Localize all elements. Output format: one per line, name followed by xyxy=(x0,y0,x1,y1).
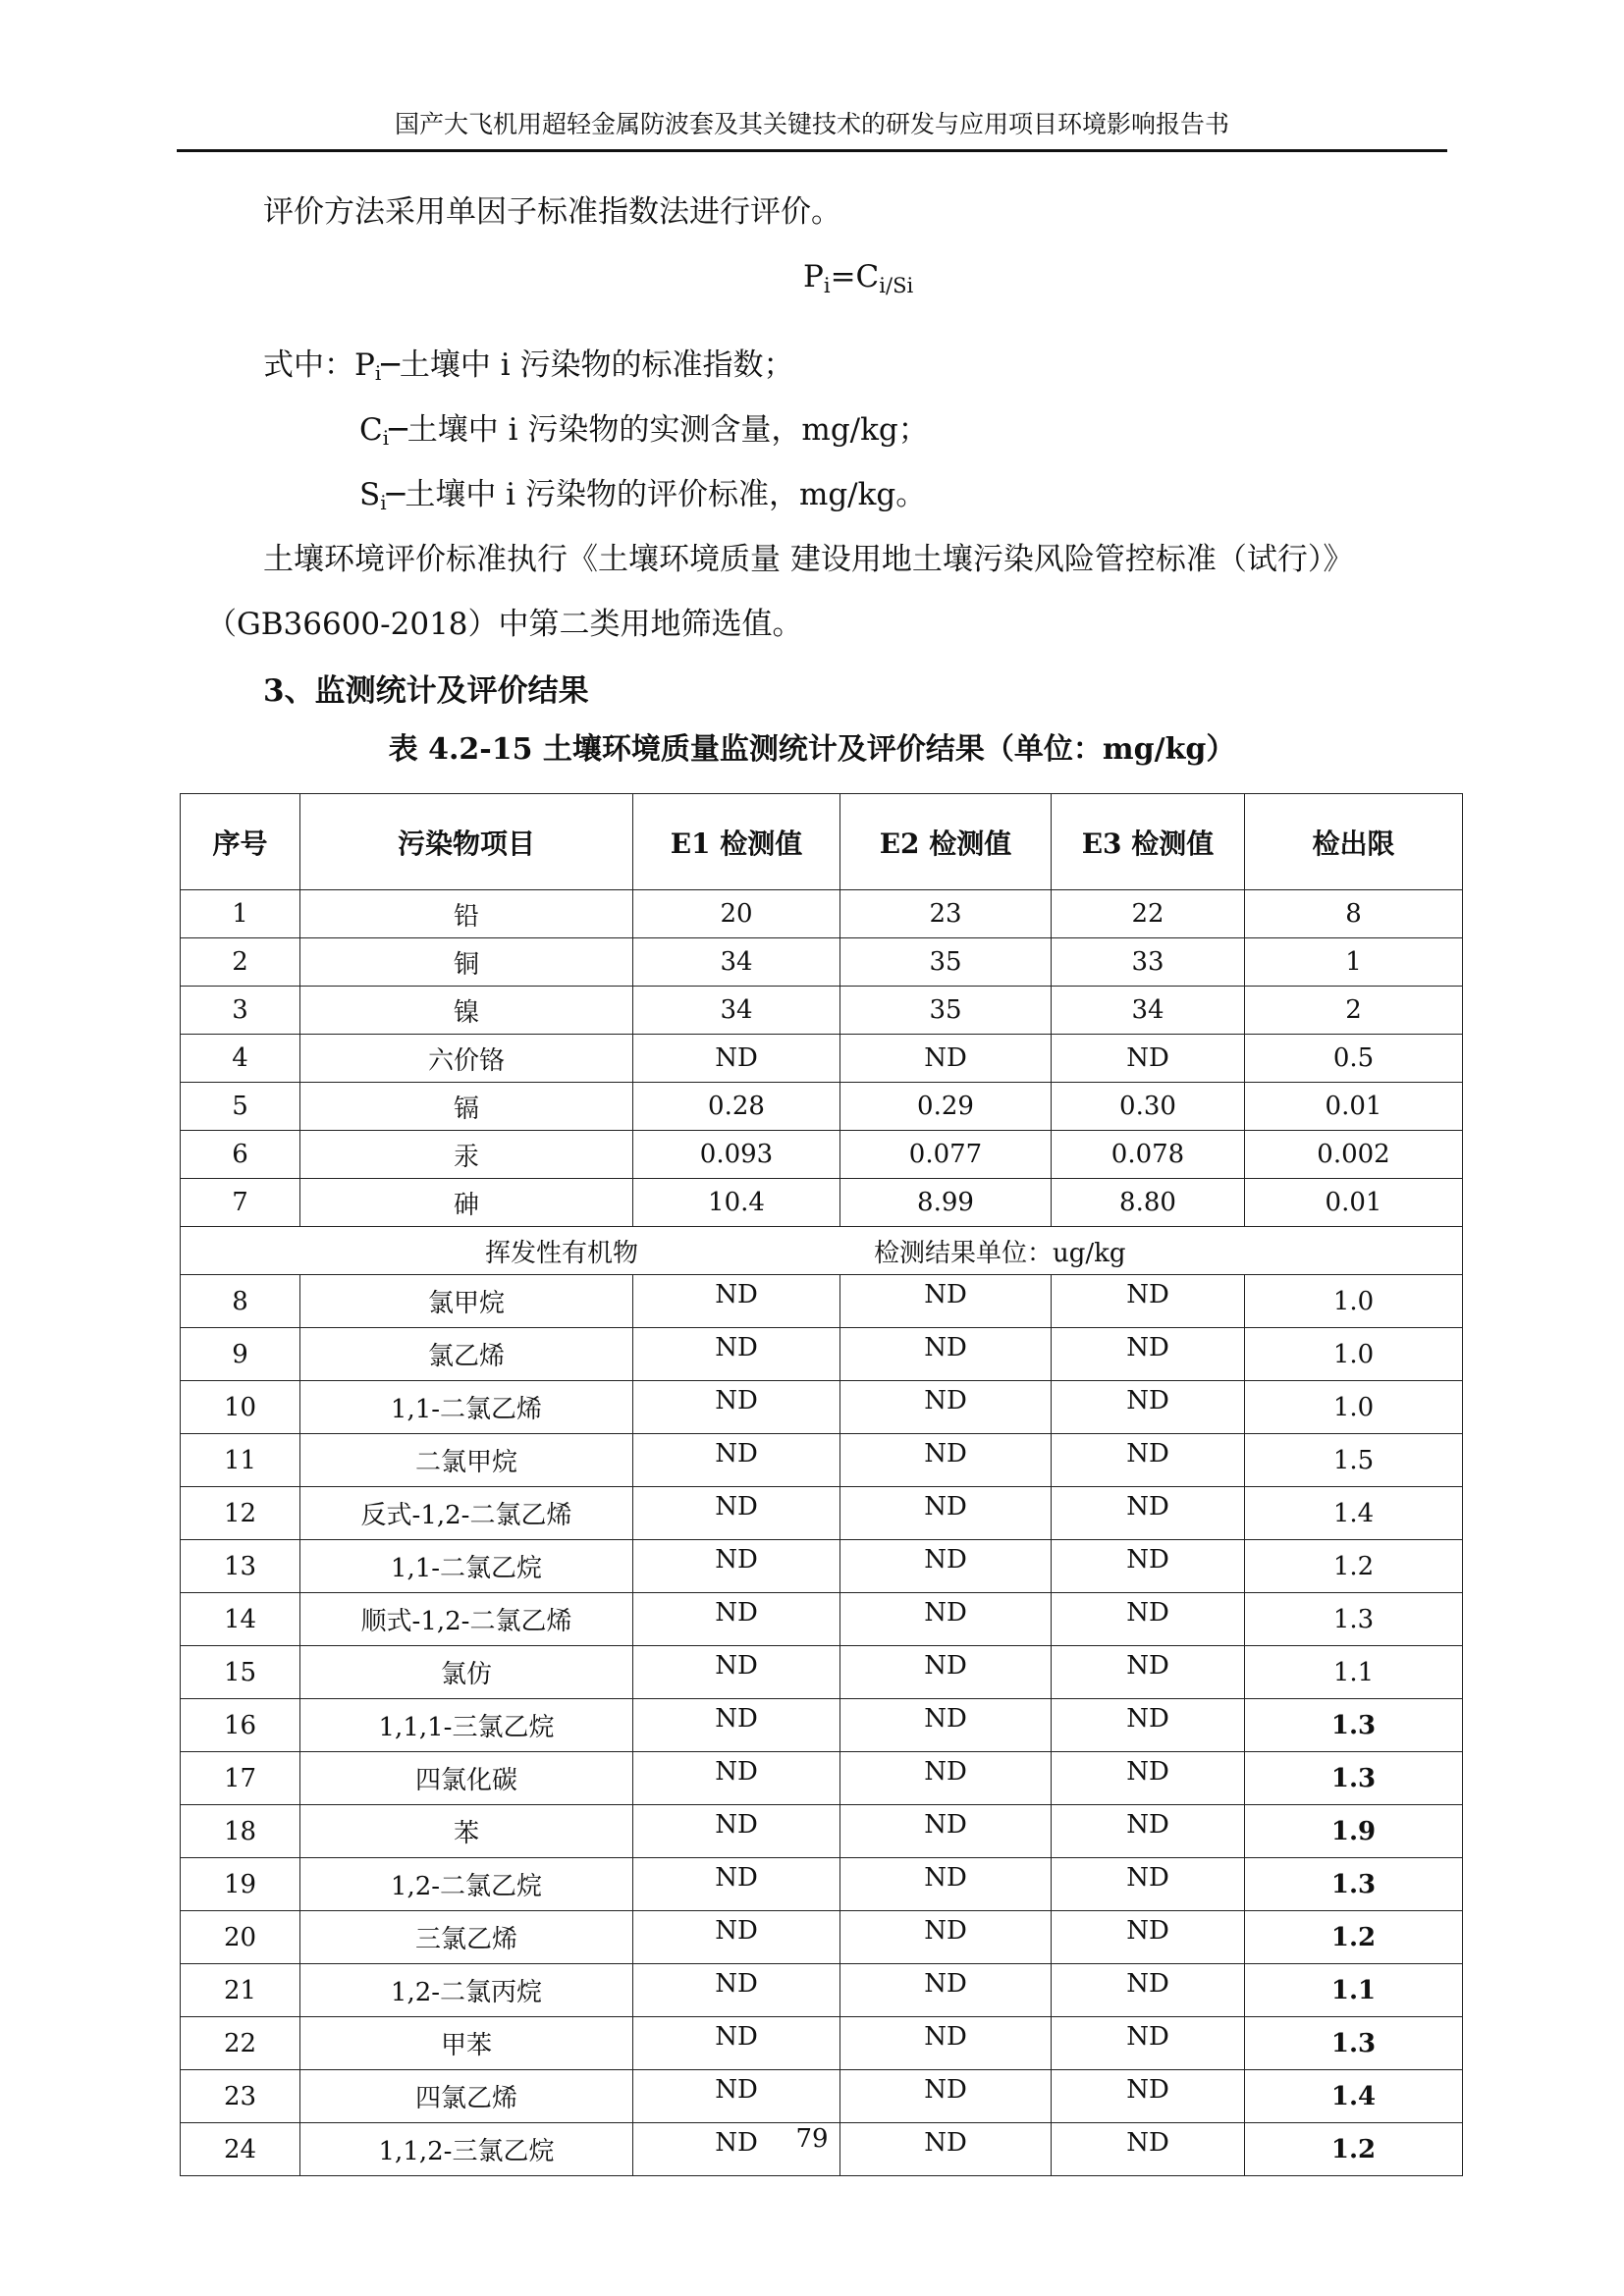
definition-s-var: S xyxy=(359,477,381,512)
table-row xyxy=(181,1131,1463,1179)
cell-e2: ND xyxy=(840,1646,1052,1699)
cell-limit: 1.0 xyxy=(1245,1275,1463,1328)
cell-e1: ND xyxy=(633,1699,840,1752)
cell-e1: ND xyxy=(633,2017,840,2070)
formula-slash: / xyxy=(886,274,893,297)
cell-seq: 18 xyxy=(181,1805,300,1858)
cell-e3: ND xyxy=(1052,1035,1245,1083)
cell-seq: 1 xyxy=(181,890,300,938)
table-row xyxy=(181,1381,1463,1434)
cell-pollutant: 顺式-1,2-二氯乙烯 xyxy=(300,1593,633,1646)
cell-limit: 1.4 xyxy=(1245,2070,1463,2123)
cell-limit: 2 xyxy=(1245,987,1463,1035)
cell-e2: 0.077 xyxy=(840,1131,1052,1179)
cell-e1: 10.4 xyxy=(633,1179,840,1227)
cell-seq: 10 xyxy=(181,1381,300,1434)
cell-pollutant: 1,1,2-三氯乙烷 xyxy=(300,2123,633,2176)
cell-e3: ND xyxy=(1052,1699,1245,1752)
voc-label: 挥发性有机物 xyxy=(485,1238,639,1268)
cell-seq: 3 xyxy=(181,987,300,1035)
table-row xyxy=(181,890,1463,938)
cell-limit: 1.0 xyxy=(1245,1328,1463,1381)
definition-p-sub: i xyxy=(374,361,382,385)
definition-s-text: ─土壤中 i 污染物的评价标准，mg/kg。 xyxy=(386,477,927,512)
cell-e2: ND xyxy=(840,1540,1052,1593)
page-number: 79 xyxy=(795,2124,829,2154)
cell-limit: 1.0 xyxy=(1245,1381,1463,1434)
cell-e3: ND xyxy=(1052,2070,1245,2123)
table-row xyxy=(181,1964,1463,2017)
cell-e2: ND xyxy=(840,1805,1052,1858)
standard-line-2: （GB36600-2018）中第二类用地筛选值。 xyxy=(206,607,803,642)
table-row xyxy=(181,1487,1463,1540)
cell-e2: ND xyxy=(840,1699,1052,1752)
cell-e1: ND xyxy=(633,2070,840,2123)
cell-e2: 35 xyxy=(840,987,1052,1035)
cell-limit: 1.3 xyxy=(1245,1699,1463,1752)
cell-e1: 34 xyxy=(633,938,840,987)
cell-pollutant: 氯乙烯 xyxy=(300,1328,633,1381)
cell-limit: 1.1 xyxy=(1245,1646,1463,1699)
definition-p xyxy=(263,346,794,393)
table-row xyxy=(181,1858,1463,1911)
table-row xyxy=(181,938,1463,987)
cell-e3: ND xyxy=(1052,1964,1245,2017)
cell-e3: 22 xyxy=(1052,890,1245,938)
table-row xyxy=(181,1540,1463,1593)
cell-seq: 24 xyxy=(181,2123,300,2176)
table-header-row xyxy=(181,794,1463,890)
definition-p-var: P xyxy=(354,347,375,383)
cell-e1: ND xyxy=(633,1858,840,1911)
definition-c-text: ─土壤中 i 污染物的实测含量，mg/kg； xyxy=(389,412,929,448)
cell-limit: 1 xyxy=(1245,938,1463,987)
cell-e2: ND xyxy=(840,2070,1052,2123)
definition-s xyxy=(359,475,926,522)
cell-e1: ND xyxy=(633,1593,840,1646)
cell-limit: 0.01 xyxy=(1245,1083,1463,1131)
table-row xyxy=(181,1035,1463,1083)
cell-pollutant: 甲苯 xyxy=(300,2017,633,2070)
table-row xyxy=(181,1434,1463,1487)
cell-e2: ND xyxy=(840,1593,1052,1646)
cell-e1: ND xyxy=(633,1434,840,1487)
cell-limit: 1.3 xyxy=(1245,1593,1463,1646)
cell-limit: 1.4 xyxy=(1245,1487,1463,1540)
cell-e3: ND xyxy=(1052,1434,1245,1487)
cell-e2: ND xyxy=(840,1035,1052,1083)
definition-p-text: ─土壤中 i 污染物的标准指数； xyxy=(381,347,794,383)
header-rule xyxy=(177,149,1447,152)
definition-s-sub: i xyxy=(380,491,387,514)
formula xyxy=(803,257,913,305)
cell-seq: 6 xyxy=(181,1131,300,1179)
cell-limit: 1.2 xyxy=(1245,1540,1463,1593)
cell-pollutant: 氯甲烷 xyxy=(300,1275,633,1328)
cell-e2: ND xyxy=(840,1911,1052,1964)
cell-pollutant: 氯仿 xyxy=(300,1646,633,1699)
table-row xyxy=(181,1179,1463,1227)
formula-lhs-sub: i xyxy=(823,274,831,297)
table-row xyxy=(181,1646,1463,1699)
cell-e3: 0.078 xyxy=(1052,1131,1245,1179)
table-caption: 表 4.2-15 土壤环境质量监测统计及评价结果（单位：mg/kg） xyxy=(388,732,1236,767)
cell-e1: ND xyxy=(633,1911,840,1964)
cell-pollutant: 三氯乙烯 xyxy=(300,1911,633,1964)
cell-e3: ND xyxy=(1052,1593,1245,1646)
cell-pollutant: 铜 xyxy=(300,938,633,987)
cell-e2: 35 xyxy=(840,938,1052,987)
cell-seq: 20 xyxy=(181,1911,300,1964)
page-header: 国产大飞机用超轻金属防波套及其关键技术的研发与应用项目环境影响报告书 xyxy=(394,110,1229,138)
cell-limit: 0.002 xyxy=(1245,1131,1463,1179)
section-title: 3、监测统计及评价结果 xyxy=(263,673,589,709)
formula-lhs: P xyxy=(803,259,824,294)
cell-pollutant: 汞 xyxy=(300,1131,633,1179)
cell-e2: ND xyxy=(840,2123,1052,2176)
cell-e1: ND xyxy=(633,1540,840,1593)
formula-s-sub: Si xyxy=(893,274,914,297)
voc-section-row xyxy=(181,1227,1463,1275)
cell-pollutant: 四氯化碳 xyxy=(300,1752,633,1805)
cell-e2: ND xyxy=(840,2017,1052,2070)
cell-e3: 8.80 xyxy=(1052,1179,1245,1227)
cell-limit: 8 xyxy=(1245,890,1463,938)
cell-e2: ND xyxy=(840,1858,1052,1911)
cell-seq: 21 xyxy=(181,1964,300,2017)
cell-seq: 23 xyxy=(181,2070,300,2123)
cell-seq: 15 xyxy=(181,1646,300,1699)
cell-seq: 17 xyxy=(181,1752,300,1805)
cell-e1: 0.093 xyxy=(633,1131,840,1179)
cell-seq: 22 xyxy=(181,2017,300,2070)
cell-e3: ND xyxy=(1052,1487,1245,1540)
header-e2: E2 检测值 xyxy=(840,794,1052,890)
definition-c-sub: i xyxy=(382,426,390,450)
cell-pollutant: 砷 xyxy=(300,1179,633,1227)
header-e1: E1 检测值 xyxy=(633,794,840,890)
table-row xyxy=(181,987,1463,1035)
cell-seq: 2 xyxy=(181,938,300,987)
cell-e3: ND xyxy=(1052,1328,1245,1381)
cell-e1: ND xyxy=(633,1035,840,1083)
cell-limit: 1.5 xyxy=(1245,1434,1463,1487)
cell-e1: ND xyxy=(633,1964,840,2017)
cell-pollutant: 1,2-二氯乙烷 xyxy=(300,1858,633,1911)
table-row xyxy=(181,1083,1463,1131)
cell-limit: 1.3 xyxy=(1245,2017,1463,2070)
cell-seq: 13 xyxy=(181,1540,300,1593)
definition-c-var: C xyxy=(359,412,383,448)
cell-e2: ND xyxy=(840,1964,1052,2017)
table-row xyxy=(181,1593,1463,1646)
cell-seq: 8 xyxy=(181,1275,300,1328)
cell-seq: 12 xyxy=(181,1487,300,1540)
cell-e2: 0.29 xyxy=(840,1083,1052,1131)
cell-e2: ND xyxy=(840,1381,1052,1434)
cell-limit: 1.2 xyxy=(1245,1911,1463,1964)
formula-eq: =C xyxy=(830,259,880,294)
cell-pollutant: 镉 xyxy=(300,1083,633,1131)
cell-limit: 0.5 xyxy=(1245,1035,1463,1083)
cell-seq: 11 xyxy=(181,1434,300,1487)
cell-pollutant: 苯 xyxy=(300,1805,633,1858)
cell-e3: 0.30 xyxy=(1052,1083,1245,1131)
standard-line-1: 土壤环境评价标准执行《土壤环境质量 建设用地土壤污染风险管控标准（试行）》 xyxy=(263,542,1354,577)
table-row xyxy=(181,1328,1463,1381)
cell-e3: ND xyxy=(1052,2017,1245,2070)
cell-e3: ND xyxy=(1052,1805,1245,1858)
cell-limit: 1.3 xyxy=(1245,1858,1463,1911)
cell-seq: 7 xyxy=(181,1179,300,1227)
cell-seq: 14 xyxy=(181,1593,300,1646)
cell-e1: ND xyxy=(633,1328,840,1381)
cell-limit: 1.9 xyxy=(1245,1805,1463,1858)
cell-pollutant: 反式-1,2-二氯乙烯 xyxy=(300,1487,633,1540)
cell-e3: 34 xyxy=(1052,987,1245,1035)
cell-pollutant: 四氯乙烯 xyxy=(300,2070,633,2123)
cell-e3: ND xyxy=(1052,2123,1245,2176)
cell-pollutant: 六价铬 xyxy=(300,1035,633,1083)
cell-e3: 33 xyxy=(1052,938,1245,987)
cell-pollutant: 1,1,1-三氯乙烷 xyxy=(300,1699,633,1752)
table-row xyxy=(181,1911,1463,1964)
cell-limit: 1.3 xyxy=(1245,1752,1463,1805)
cell-e3: ND xyxy=(1052,1381,1245,1434)
cell-e1: ND xyxy=(633,1805,840,1858)
cell-pollutant: 1,2-二氯丙烷 xyxy=(300,1964,633,2017)
cell-e3: ND xyxy=(1052,1540,1245,1593)
cell-e1: 0.28 xyxy=(633,1083,840,1131)
cell-limit: 1.2 xyxy=(1245,2123,1463,2176)
cell-e1: ND xyxy=(633,1752,840,1805)
definition-intro: 式中： xyxy=(263,347,354,383)
cell-e2: 8.99 xyxy=(840,1179,1052,1227)
cell-e3: ND xyxy=(1052,1858,1245,1911)
table-row xyxy=(181,1699,1463,1752)
table-row xyxy=(181,1752,1463,1805)
cell-pollutant: 铅 xyxy=(300,890,633,938)
cell-seq: 4 xyxy=(181,1035,300,1083)
formula-c-sub: i xyxy=(879,274,886,297)
cell-seq: 5 xyxy=(181,1083,300,1131)
results-table xyxy=(180,793,1463,2176)
cell-e1: ND xyxy=(633,1381,840,1434)
definition-c xyxy=(359,410,929,457)
cell-e2: 23 xyxy=(840,890,1052,938)
voc-section-cell xyxy=(181,1227,1463,1275)
cell-seq: 19 xyxy=(181,1858,300,1911)
table-row xyxy=(181,1275,1463,1328)
cell-e3: ND xyxy=(1052,1646,1245,1699)
cell-e1: 20 xyxy=(633,890,840,938)
header-seq: 序号 xyxy=(181,794,300,890)
cell-pollutant: 1,1-二氯乙烯 xyxy=(300,1381,633,1434)
cell-seq: 16 xyxy=(181,1699,300,1752)
cell-e1: ND xyxy=(633,1646,840,1699)
cell-e1: ND xyxy=(633,2123,840,2176)
header-e3: E3 检测值 xyxy=(1052,794,1245,890)
cell-e2: ND xyxy=(840,1328,1052,1381)
cell-limit: 0.01 xyxy=(1245,1179,1463,1227)
cell-pollutant: 1,1-二氯乙烷 xyxy=(300,1540,633,1593)
cell-pollutant: 镍 xyxy=(300,987,633,1035)
cell-e3: ND xyxy=(1052,1911,1245,1964)
cell-e2: ND xyxy=(840,1434,1052,1487)
header-detection-limit: 检出限 xyxy=(1245,794,1463,890)
cell-e1: ND xyxy=(633,1487,840,1540)
table-row xyxy=(181,2017,1463,2070)
cell-e3: ND xyxy=(1052,1275,1245,1328)
cell-limit: 1.1 xyxy=(1245,1964,1463,2017)
cell-e2: ND xyxy=(840,1487,1052,1540)
cell-e1: 34 xyxy=(633,987,840,1035)
table-row xyxy=(181,2070,1463,2123)
cell-e1: ND xyxy=(633,1275,840,1328)
cell-e2: ND xyxy=(840,1752,1052,1805)
table-row xyxy=(181,1805,1463,1858)
voc-unit: 检测结果单位：ug/kg xyxy=(874,1238,1126,1268)
cell-seq: 9 xyxy=(181,1328,300,1381)
method-text: 评价方法采用单因子标准指数法进行评价。 xyxy=(263,194,841,230)
header-pollutant: 污染物项目 xyxy=(300,794,633,890)
cell-e2: ND xyxy=(840,1275,1052,1328)
cell-pollutant: 二氯甲烷 xyxy=(300,1434,633,1487)
cell-e3: ND xyxy=(1052,1752,1245,1805)
